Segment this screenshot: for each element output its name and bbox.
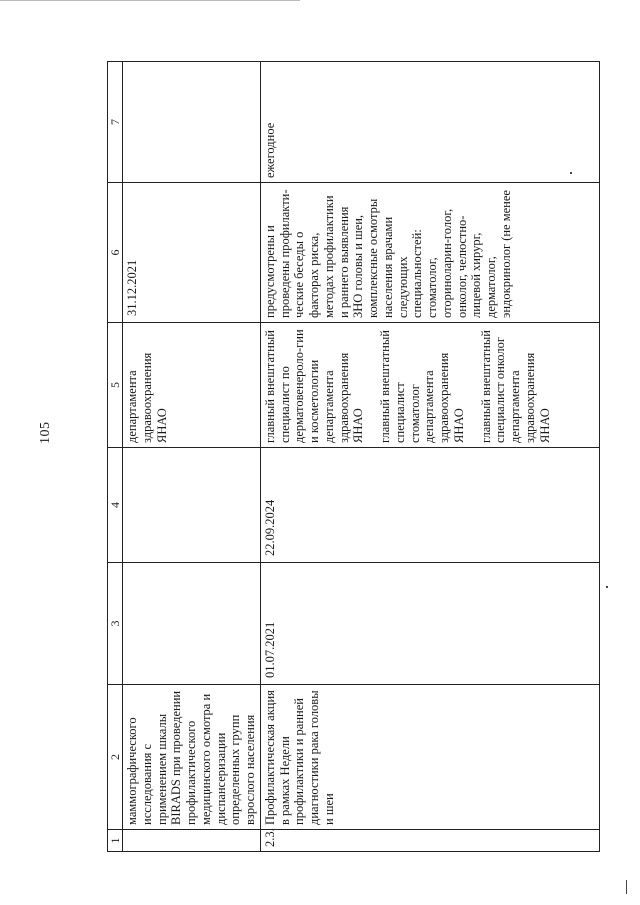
- rotated-table-container: [107, 62, 600, 852]
- row1-start-date: [123, 563, 261, 685]
- plan-table: [107, 61, 600, 852]
- page-number: 105: [38, 421, 53, 444]
- responsible-dentistry: главный внештатный специалист стоматолог департамента здравоохранения ЯНАО: [378, 330, 466, 443]
- table-row: [123, 62, 261, 852]
- scan-dust-mark: [606, 586, 608, 588]
- scan-edge-line: [0, 0, 300, 1]
- row2-number: 2.3.: [260, 830, 599, 852]
- header-col-5: 5: [108, 323, 123, 448]
- row2-responsible: [260, 323, 599, 448]
- header-row: [108, 62, 123, 852]
- row1-end-date: [123, 448, 261, 563]
- row2-frequency: ежегодное: [260, 62, 599, 183]
- row1-frequency: [123, 62, 261, 183]
- row2-result: предусмотрены и проведены профилакти-ческие беседы о факторах риска, методах профилактики и раннего выявления ЗНО головы и шеи, комплексные осмотры населения врачами следующих специальностей: стоматолог, оториноларин-голог, онколог, челюстно-лицевой хирург, дерматолог, эндокринолог (не менее: [260, 183, 599, 323]
- scan-dust-mark: [570, 172, 572, 174]
- header-col-2: 2: [108, 685, 123, 830]
- table-row: [260, 62, 599, 852]
- row2-end-date: 22.09.2024: [260, 448, 599, 563]
- header-col-3: 3: [108, 563, 123, 685]
- header-col-7: 7: [108, 62, 123, 183]
- header-col-4: 4: [108, 448, 123, 563]
- responsible-dermatology: главный внештатный специалист по дерматовенероло-гии и косметологии департамента здравоохранения ЯНАО: [262, 329, 366, 443]
- row2-activity: Профилактическая акция в рамках Недели профилактики и ранней диагностики рака головы и шеи: [260, 685, 599, 830]
- header-col-1: 1: [108, 830, 123, 852]
- row1-result: 31.12.2021: [123, 183, 261, 323]
- row2-start-date: 01.07.2021: [260, 563, 599, 685]
- header-col-6: 6: [108, 183, 123, 323]
- row1-responsible: департамента здравоохранения ЯНАО: [123, 323, 261, 448]
- responsible-oncology: главный внештатный специалист онколог департамента здравоохранения ЯНАО: [478, 330, 552, 443]
- row1-activity: маммографического исследования с применением шкалы BIRADS при проведении профилактического медицинского осмотра и диспансеризации определенных групп взрослого населения: [123, 685, 261, 830]
- row1-number: [123, 830, 261, 852]
- scan-dust-mark: [626, 880, 627, 894]
